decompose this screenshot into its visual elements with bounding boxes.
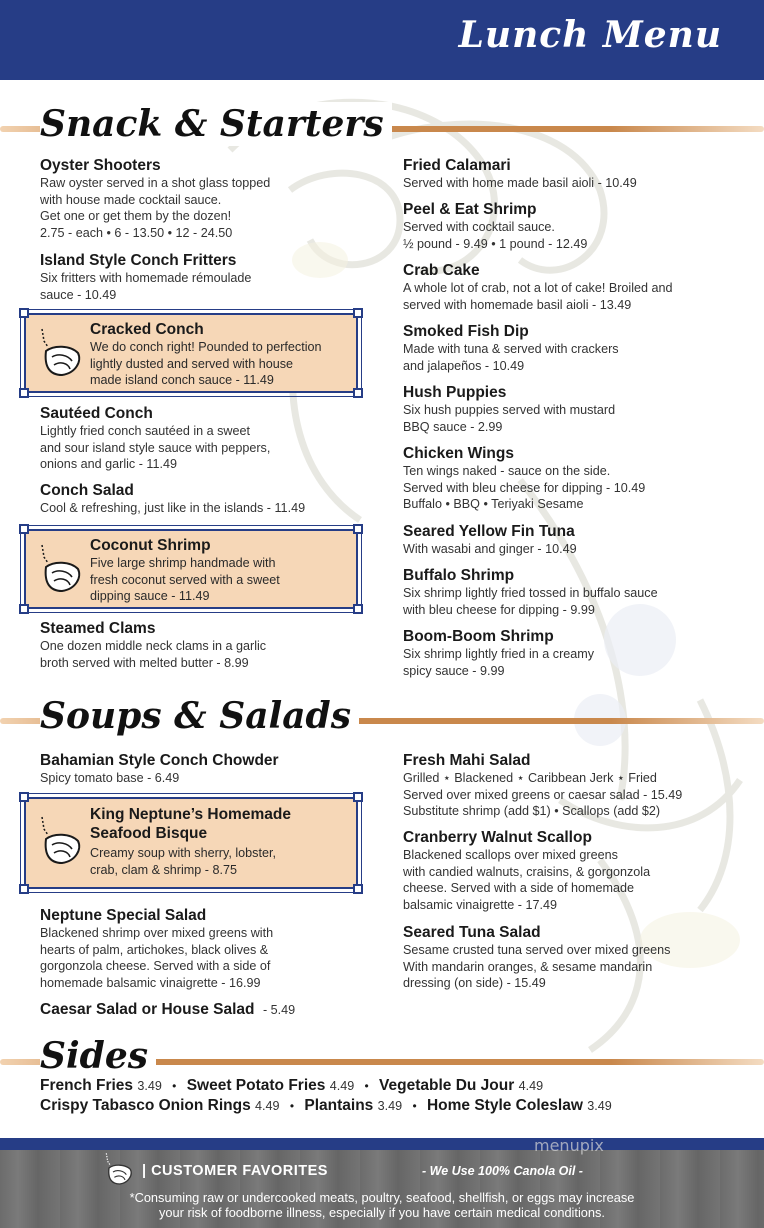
item-title: Oyster Shooters — [40, 157, 161, 174]
footer — [0, 1136, 764, 1228]
callout-desc: Five large shrimp handmade with fresh coconut served with a sweet dipping sauce - 11.49 — [90, 556, 280, 603]
side-name: Crispy Tabasco Onion Rings — [40, 1097, 251, 1114]
item-title: Fried Calamari — [403, 157, 511, 174]
conch-icon — [38, 815, 84, 869]
footer-band — [0, 1138, 764, 1150]
section-title-snacks: Snack & Starters — [40, 102, 392, 146]
canola-oil-note: - We Use 100% Canola Oil - — [422, 1164, 583, 1178]
item-title: Smoked Fish Dip — [403, 323, 529, 340]
menu-item — [40, 1000, 380, 1019]
menu-item — [403, 200, 753, 252]
favorite-callout — [24, 529, 358, 609]
item-desc: One dozen middle neck clams in a garlic broth served with melted butter - 8.99 — [40, 639, 267, 670]
item-title: Hush Puppies — [403, 384, 507, 401]
item-desc: Ten wings naked - sauce on the side. Served with bleu cheese for dipping - 10.49 Buffalo • BBQ • Teriyaki Sesame — [403, 464, 646, 511]
sides-row — [40, 1096, 612, 1116]
conch-icon — [38, 543, 84, 597]
menu-item — [40, 906, 370, 991]
item-desc: Raw oyster served in a shot glass topped with house made cocktail sauce. Get one or get them by the dozen! 2.75 - each • 6 - 13.50 • 12 - 24.50 — [40, 176, 271, 240]
customer-favorites-label: | CUSTOMER FAVORITES — [142, 1163, 328, 1179]
separator: • — [412, 1099, 417, 1113]
callout-desc: We do conch right! Pounded to perfection lightly dusted and served with house made island conch sauce - 11.49 — [90, 340, 322, 387]
callout-title: King Neptune’s Homemade Seafood Bisque — [90, 806, 291, 842]
item-desc: Six fritters with homemade rémoulade sauce - 10.49 — [40, 271, 252, 302]
page-title: Lunch Menu — [458, 14, 722, 56]
side-price: 3.49 — [137, 1079, 162, 1093]
separator: • — [289, 1099, 295, 1113]
item-title: Buffalo Shrimp — [403, 567, 515, 584]
item-desc: Blackened shrimp over mixed greens with hearts of palm, artichokes, black olives & gorgonzola cheese. Served with a side of homemade balsamic vinaigrette - 16.99 — [40, 926, 274, 990]
menu-item — [40, 751, 370, 787]
item-desc: Six shrimp lightly fried tossed in buffalo sauce with bleu cheese for dipping - 9.99 — [403, 586, 658, 617]
item-title: Chicken Wings — [403, 445, 514, 462]
menu-item — [40, 251, 360, 303]
item-desc: A whole lot of crab, not a lot of cake! Broiled and served with homemade basil aioli - 13.49 — [403, 281, 673, 312]
menu-item — [40, 404, 360, 473]
item-price: - 5.49 — [262, 1003, 296, 1017]
callout-title: Cracked Conch — [90, 321, 204, 338]
item-desc: Served with cocktail sauce. ½ pound - 9.49 • 1 pound - 12.49 — [403, 220, 588, 251]
item-desc: Sesame crusted tuna served over mixed greens With mandarin oranges, & sesame mandarin dressing (on side) - 15.49 — [403, 943, 671, 990]
callout-title: Coconut Shrimp — [90, 537, 211, 554]
item-title: Seared Tuna Salad — [403, 924, 541, 941]
item-desc: Six shrimp lightly fried in a creamy spicy sauce - 9.99 — [403, 647, 595, 678]
side-name: Vegetable Du Jour — [379, 1077, 515, 1094]
menu-item — [403, 627, 753, 679]
item-title: Crab Cake — [403, 262, 480, 279]
section-title-sides: Sides — [40, 1034, 156, 1078]
menu-item — [403, 923, 753, 992]
item-title: Steamed Clams — [40, 620, 156, 637]
item-title: Conch Salad — [40, 482, 134, 499]
sides-row — [40, 1076, 543, 1096]
menu-item — [40, 481, 370, 517]
item-desc: Blackened scallops over mixed greens with candied walnuts, craisins, & gorgonzola cheese. Served with a side of homemade balsamic vinaigrette - 17.49 — [403, 848, 651, 912]
menu-item — [40, 619, 360, 671]
separator: • — [172, 1079, 177, 1093]
menu-item — [403, 566, 753, 618]
item-title: Caesar Salad or House Salad — [40, 1001, 255, 1018]
conch-icon — [38, 327, 84, 381]
menu-item — [403, 828, 753, 913]
section-title-soups: Soups & Salads — [40, 694, 359, 738]
menu-item — [403, 522, 753, 558]
item-desc: Six hush puppies served with mustard BBQ sauce - 2.99 — [403, 403, 616, 434]
menu-item — [403, 322, 753, 374]
item-title: Seared Yellow Fin Tuna — [403, 523, 575, 540]
item-desc: Cool & refreshing, just like in the islands - 11.49 — [40, 501, 306, 515]
side-price: 3.49 — [587, 1099, 612, 1113]
menu-item — [403, 383, 753, 435]
favorite-callout — [24, 313, 358, 393]
side-name: Plantains — [304, 1097, 374, 1114]
item-title: Neptune Special Salad — [40, 907, 207, 924]
item-desc: Grilled ⋆ Blackened ⋆ Caribbean Jerk ⋆ Fried Served over mixed greens or caesar salad - 15.49 Substitute shrimp (add $1) • Scallops (add $2) — [403, 771, 683, 818]
item-desc: Spicy tomato base - 6.49 — [40, 771, 180, 785]
side-name: Sweet Potato Fries — [186, 1077, 326, 1094]
separator: • — [364, 1079, 369, 1093]
side-price: 3.49 — [377, 1099, 403, 1113]
menu-item — [403, 444, 753, 513]
item-desc: Lightly fried conch sautéed in a sweet and sour island style sauce with peppers, onions and garlic - 11.49 — [40, 424, 271, 471]
callout-desc: Creamy soup with sherry, lobster, crab, clam & shrimp - 8.75 — [90, 846, 276, 877]
item-title: Boom-Boom Shrimp — [403, 628, 554, 645]
item-title: Peel & Eat Shrimp — [403, 201, 537, 218]
item-title: Island Style Conch Fritters — [40, 252, 237, 269]
menupix-watermark: menupix — [534, 1136, 604, 1155]
item-title: Fresh Mahi Salad — [403, 752, 531, 769]
side-price: 4.49 — [329, 1079, 355, 1093]
item-desc: With wasabi and ginger - 10.49 — [403, 542, 577, 556]
item-desc: Made with tuna & served with crackers and jalapeños - 10.49 — [403, 342, 619, 373]
side-name: Home Style Coleslaw — [426, 1097, 583, 1114]
conch-icon — [100, 1152, 138, 1188]
food-safety-disclaimer: *Consuming raw or undercooked meats, poultry, seafood, shellfish, or eggs may increase your risk of foodborne illness, especially if you have certain medical conditions. — [129, 1190, 635, 1220]
menu-item — [403, 261, 753, 313]
side-name: French Fries — [40, 1077, 134, 1094]
menu-item — [40, 156, 360, 241]
item-title: Sautéed Conch — [40, 405, 153, 422]
item-desc: Served with home made basil aioli - 10.49 — [403, 176, 637, 190]
side-price: 4.49 — [518, 1079, 544, 1093]
side-price: 4.49 — [255, 1099, 280, 1113]
item-title: Cranberry Walnut Scallop — [403, 829, 592, 846]
header-band — [0, 0, 764, 80]
menu-item — [403, 751, 753, 820]
item-title: Bahamian Style Conch Chowder — [40, 752, 279, 769]
menu-item — [403, 156, 753, 192]
favorite-callout — [24, 797, 358, 889]
